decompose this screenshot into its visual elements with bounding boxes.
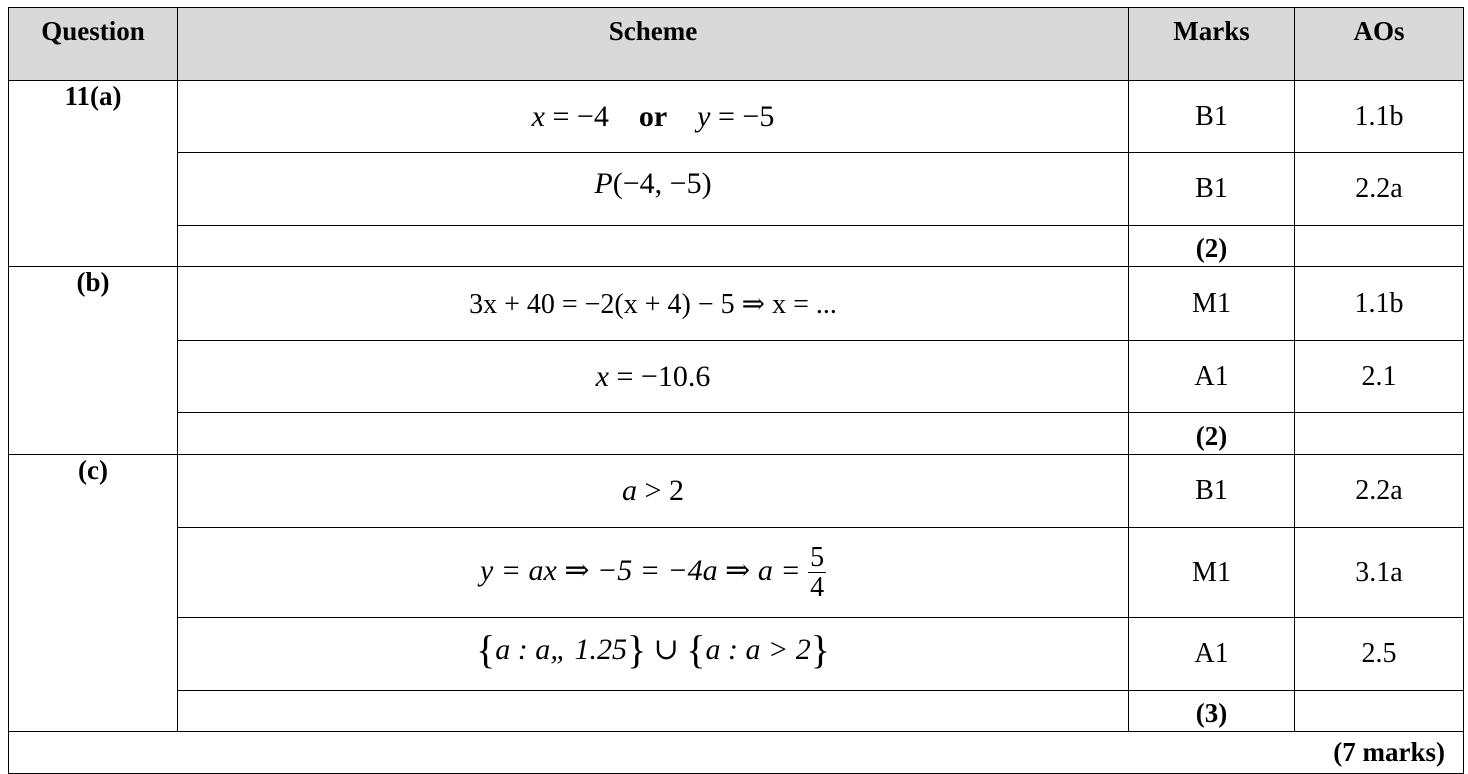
math-text: > 2 xyxy=(637,474,684,507)
scheme-c3 xyxy=(178,618,1129,691)
subtotal-row xyxy=(9,691,1464,732)
math-text: 3x + 40 = −2(x + 4) − 5 ⇒ x = ... xyxy=(469,288,837,320)
subtotal-a: (2) xyxy=(1129,226,1295,267)
ao-b1: 1.1b xyxy=(1295,267,1464,341)
table-row xyxy=(9,528,1464,618)
math-var: x xyxy=(531,99,545,133)
table-row xyxy=(9,267,1464,341)
math-set: a : a > 2 xyxy=(705,633,811,666)
table-row xyxy=(9,618,1464,691)
brace: } xyxy=(810,627,830,672)
brace: { xyxy=(476,627,496,672)
table-row xyxy=(9,81,1464,153)
subtotal-b: (2) xyxy=(1129,413,1295,455)
mark-b1: M1 xyxy=(1129,267,1295,341)
total-row xyxy=(9,732,1464,774)
ao-empty xyxy=(1295,413,1464,455)
table-row xyxy=(9,153,1464,226)
mark-b2: A1 xyxy=(1129,341,1295,413)
header-scheme: Scheme xyxy=(178,8,1129,81)
math-text: y = ax ⇒ −5 = −4a ⇒ a = xyxy=(479,553,809,587)
fraction xyxy=(808,543,826,603)
header-question: Question xyxy=(9,8,178,81)
mark-c2: M1 xyxy=(1129,528,1295,618)
math-text: = −5 xyxy=(710,99,775,133)
ao-b2: 2.1 xyxy=(1295,341,1464,413)
ao-c1: 2.2a xyxy=(1295,455,1464,528)
scheme-empty xyxy=(178,226,1129,267)
subtotal-row xyxy=(9,413,1464,455)
math-var: P xyxy=(594,167,613,200)
question-label-a: 11(a) xyxy=(9,81,178,267)
ao-a1: 1.1b xyxy=(1295,81,1464,153)
scheme-a2 xyxy=(178,153,1129,226)
header-row xyxy=(9,8,1464,81)
scheme-c1 xyxy=(178,455,1129,528)
ao-empty xyxy=(1295,691,1464,732)
header-aos: AOs xyxy=(1295,8,1464,81)
ao-c3: 2.5 xyxy=(1295,618,1464,691)
math-or: or xyxy=(638,99,668,133)
math-text: = −10.6 xyxy=(608,359,711,393)
ao-empty xyxy=(1295,226,1464,267)
subtotal-row xyxy=(9,226,1464,267)
scheme-empty xyxy=(178,691,1129,732)
total-marks: (7 marks) xyxy=(9,732,1464,774)
fraction-denominator: 4 xyxy=(810,572,825,603)
mark-scheme-table xyxy=(8,7,1464,774)
header-marks: Marks xyxy=(1129,8,1295,81)
scheme-a1 xyxy=(178,81,1129,153)
scheme-empty xyxy=(178,413,1129,455)
math-text: = −4 xyxy=(544,99,609,133)
mark-a1: B1 xyxy=(1129,81,1295,153)
question-label-b: (b) xyxy=(9,267,178,455)
mark-c3: A1 xyxy=(1129,618,1295,691)
ao-a2: 2.2a xyxy=(1295,153,1464,226)
math-set: a : a„ 1.25 xyxy=(495,633,627,666)
fraction-numerator: 5 xyxy=(810,541,825,573)
scheme-b2 xyxy=(178,341,1129,413)
scheme-c2 xyxy=(178,528,1129,618)
table-row xyxy=(9,341,1464,413)
table-row xyxy=(9,455,1464,528)
subtotal-c: (3) xyxy=(1129,691,1295,732)
mark-c1: B1 xyxy=(1129,455,1295,528)
question-label-c: (c) xyxy=(9,455,178,732)
brace: } xyxy=(626,627,647,672)
math-var: y xyxy=(697,99,711,133)
mark-a2: B1 xyxy=(1129,153,1295,226)
math-var: x xyxy=(595,359,609,393)
math-text: (−4, −5) xyxy=(612,167,712,200)
union-symbol: ∪ xyxy=(646,633,687,666)
scheme-b1 xyxy=(178,267,1129,341)
brace: { xyxy=(686,627,706,672)
ao-c2: 3.1a xyxy=(1295,528,1464,618)
math-var: a xyxy=(622,474,638,507)
